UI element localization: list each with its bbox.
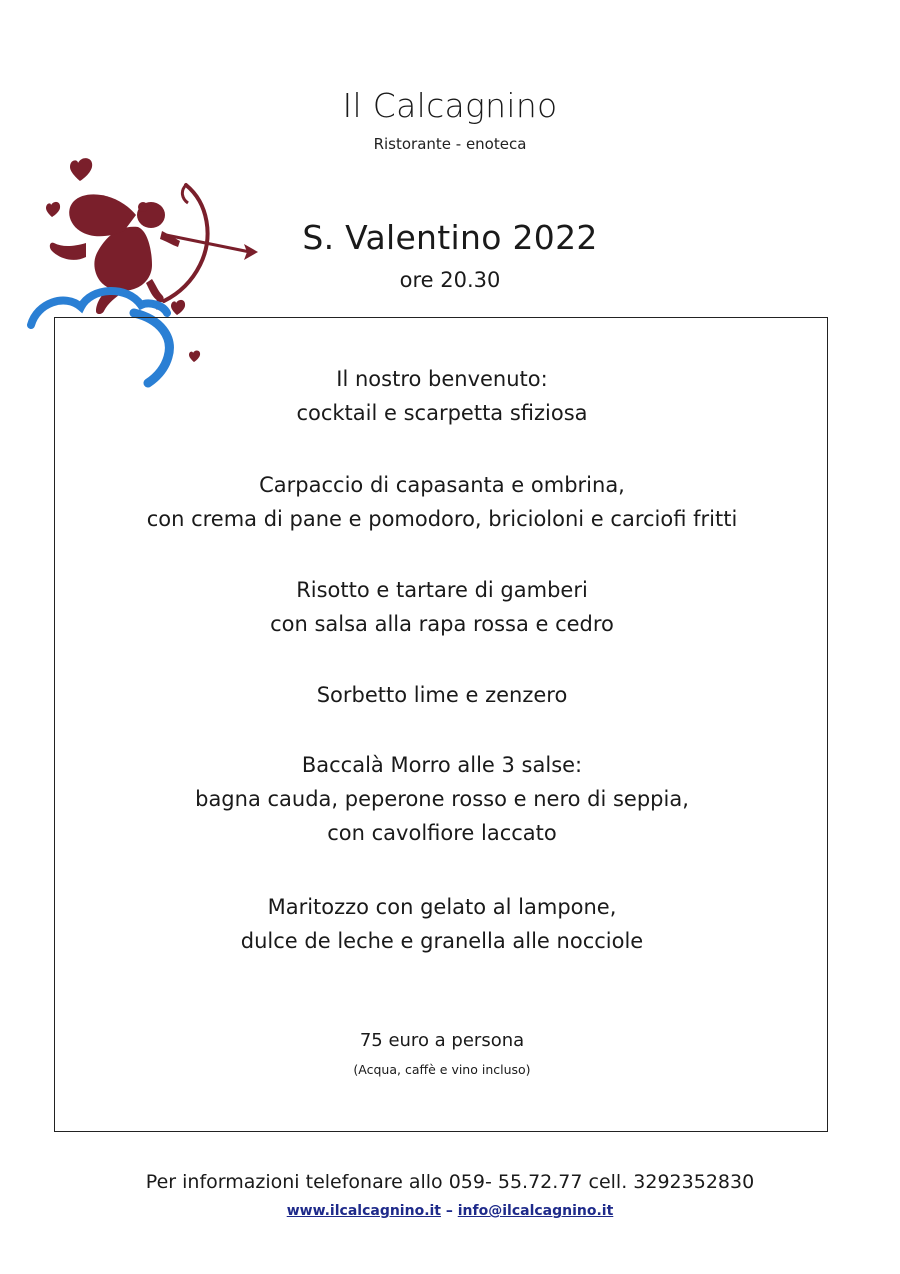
price-note: (Acqua, caffè e vino incluso) <box>353 1062 531 1077</box>
course-line: Carpaccio di capasanta e ombrina, <box>259 473 625 497</box>
restaurant-subtitle: Ristorante - enoteca <box>373 135 527 153</box>
course-welcome <box>55 362 829 430</box>
course-line: Baccalà Morro alle 3 salse: <box>301 753 583 777</box>
course-line: dulce de leche e granella alle nocciole <box>240 929 644 953</box>
course-maritozzo <box>55 890 829 958</box>
course-line: con crema di pane e pomodoro, bricioloni e carciofi fritti <box>146 507 738 531</box>
course-line: bagna cauda, peperone rosso e nero di seppia, <box>195 787 689 811</box>
restaurant-title: Il Calcagnino <box>342 86 558 125</box>
course-line: Sorbetto lime e zenzero <box>316 683 568 707</box>
course-line: con salsa alla rapa rossa e cedro <box>270 612 614 636</box>
course-line: con cavolfiore laccato <box>327 821 557 845</box>
course-baccala <box>55 748 829 850</box>
menu-frame <box>54 317 828 1132</box>
course-line: Risotto e tartare di gamberi <box>296 578 588 602</box>
event-title: S. Valentino 2022 <box>302 218 598 257</box>
course-sorbetto <box>55 678 829 712</box>
event-time: ore 20.30 <box>399 268 501 292</box>
email-link[interactable]: info@ilcalcagnino.it <box>457 1203 614 1219</box>
course-line: Il nostro benvenuto: <box>336 367 548 391</box>
course-line: cocktail e scarpetta sfiziosa <box>296 401 588 425</box>
footer-links <box>0 1203 900 1219</box>
contact-info: Per informazioni telefonare allo 059- 55.72.77 cell. 3292352830 <box>145 1171 755 1193</box>
course-carpaccio <box>55 468 829 536</box>
website-link[interactable]: www.ilcalcagnino.it <box>286 1203 441 1219</box>
course-risotto <box>55 573 829 641</box>
menu-price: 75 euro a persona <box>359 1030 525 1051</box>
course-line: Maritozzo con gelato al lampone, <box>267 895 617 919</box>
link-separator: – <box>445 1203 453 1219</box>
